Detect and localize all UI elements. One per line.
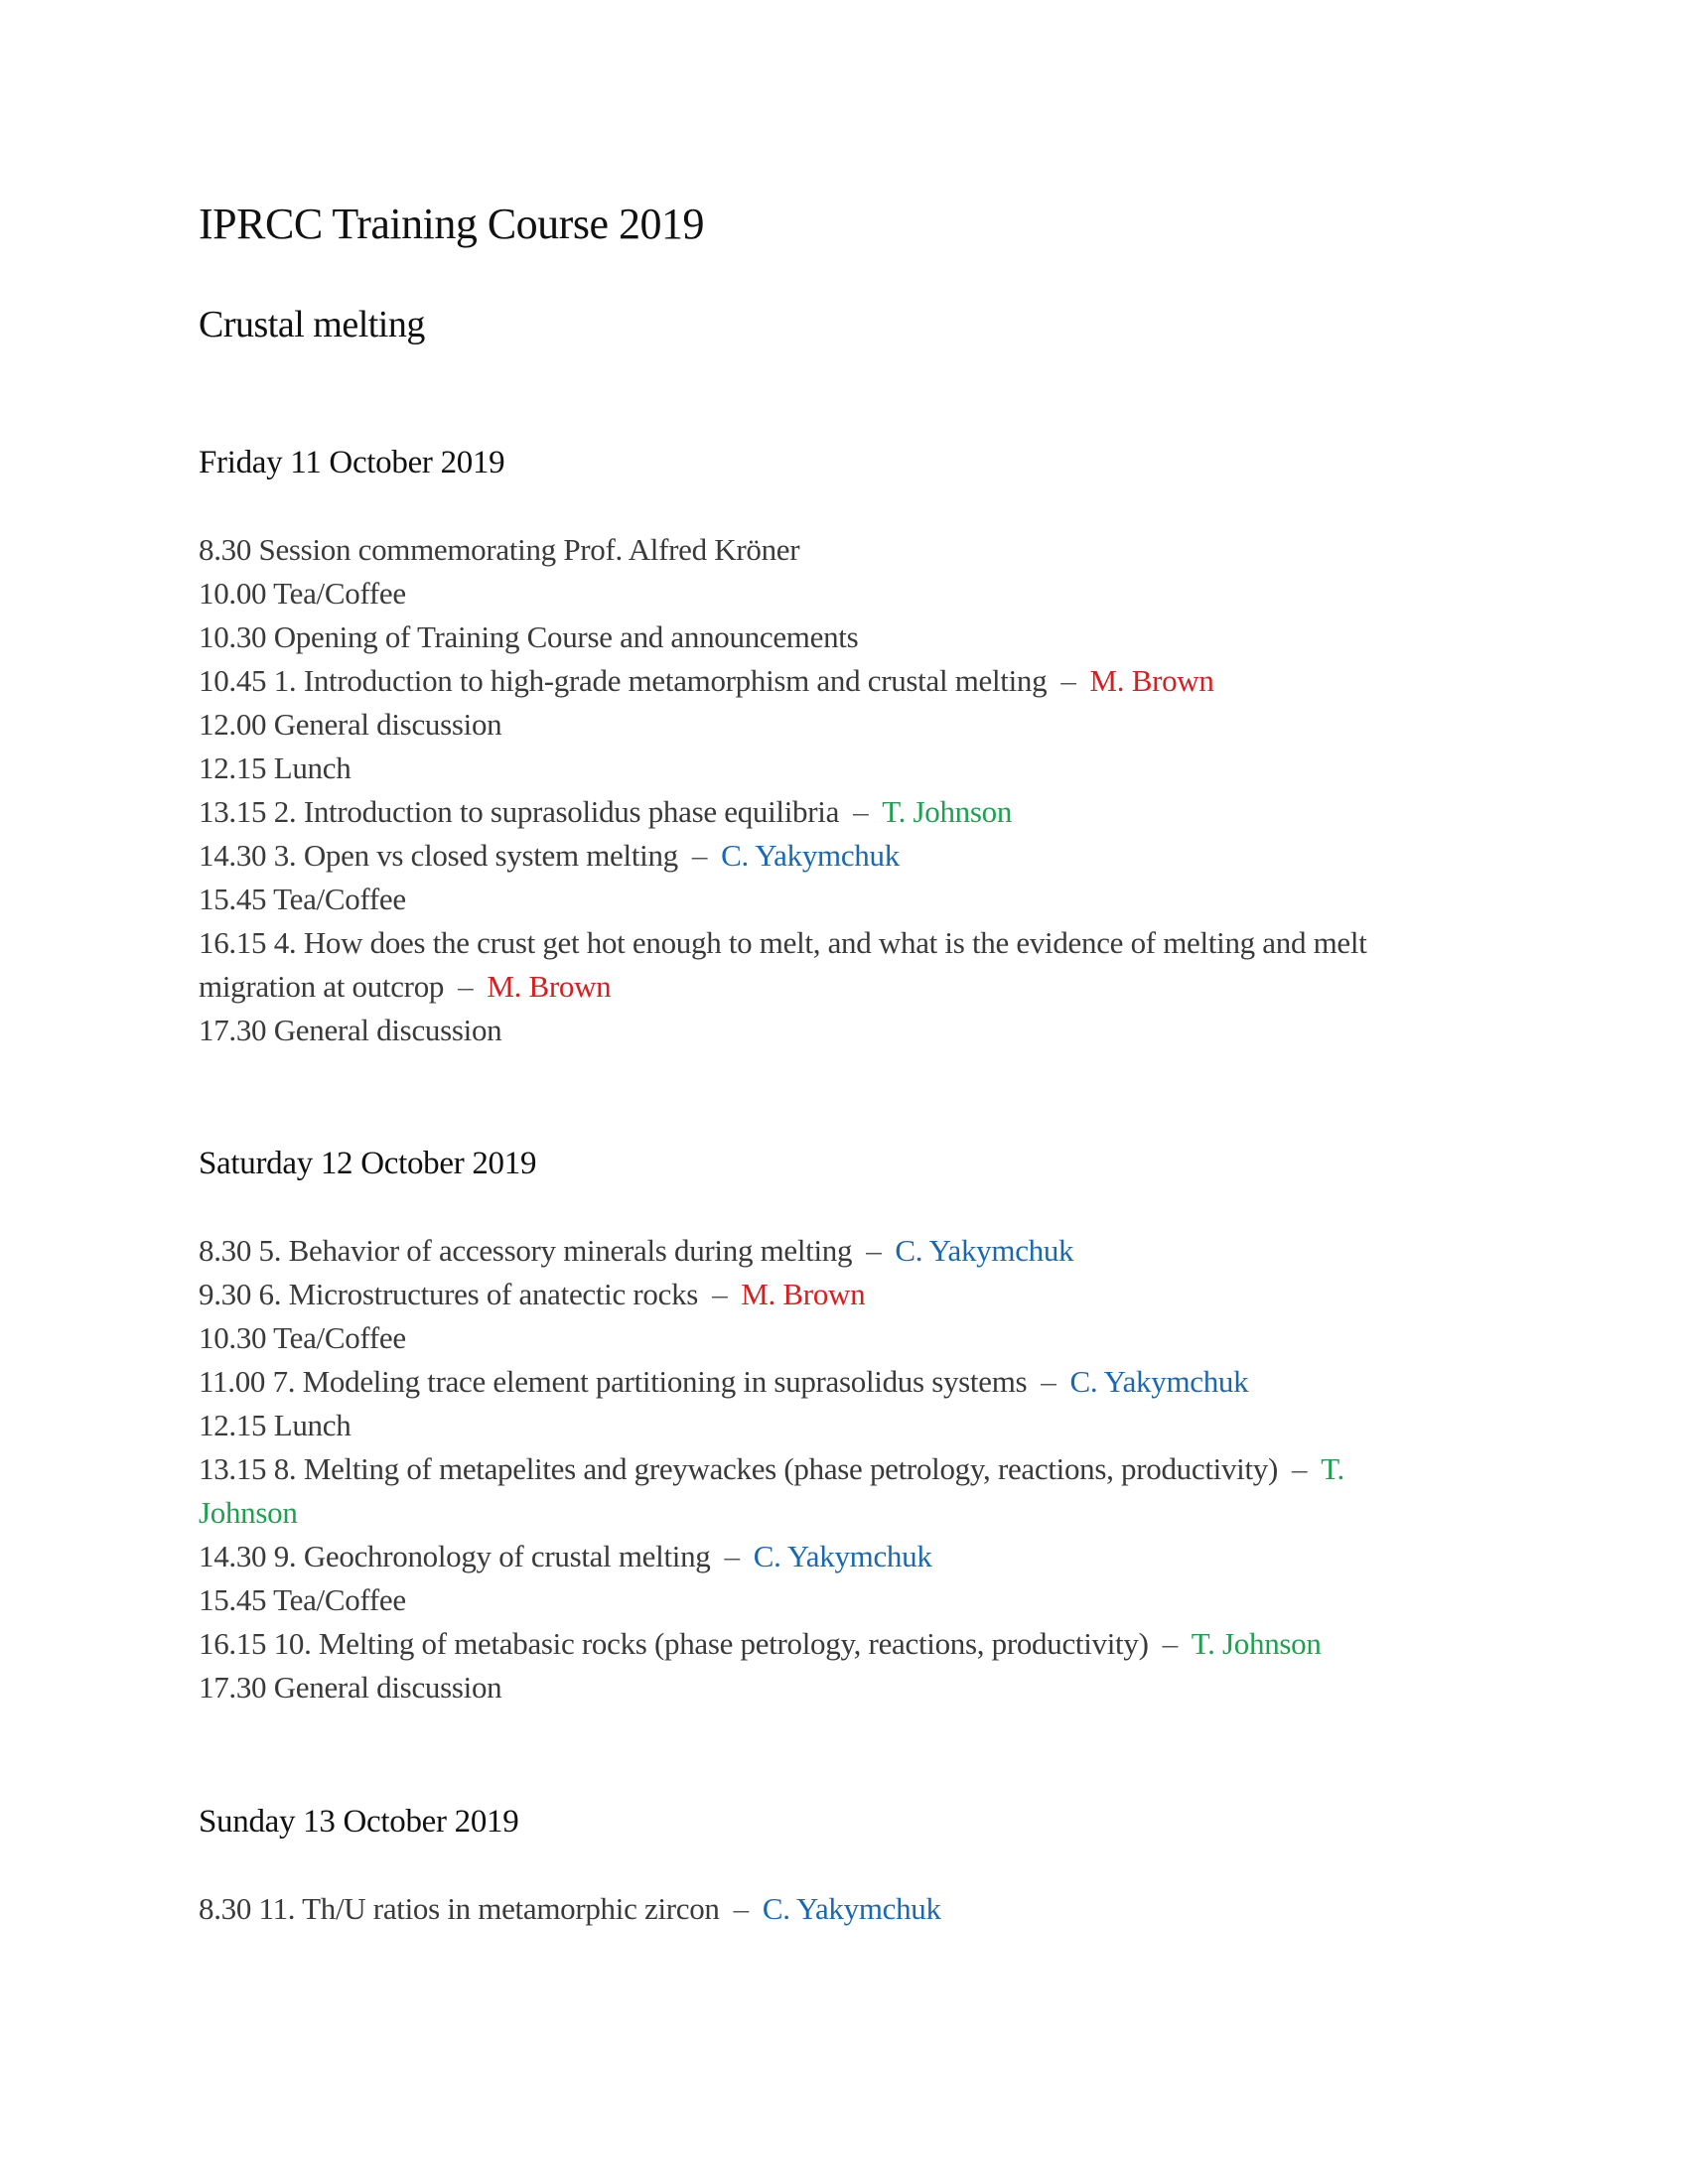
item-speaker: C. Yakymchuk [753,1539,932,1573]
schedule-item [199,921,1450,1009]
schedule-item [199,1316,1450,1360]
item-speaker: C. Yakymchuk [762,1891,941,1926]
item-speaker: T. Johnson [1191,1626,1322,1661]
item-title: 8. Melting of metapelites and greywackes (phase petrology, reactions, productivity) [273,1451,1278,1486]
item-time: 17.30 [199,1670,267,1705]
schedule-item [199,572,1450,615]
page-title: IPRCC Training Course 2019 [199,200,704,248]
item-time: 13.15 [199,794,267,829]
schedule-item [199,1622,1450,1666]
schedule-item [199,1447,1450,1535]
day-friday [199,441,1489,1052]
item-speaker: T. Johnson [199,1451,1344,1530]
item-title: 10. Melting of metabasic rocks (phase petrology, reactions, productivity) [273,1626,1149,1661]
schedule-item [199,1229,1450,1273]
item-title: Lunch [273,751,352,785]
item-title: Tea/Coffee [273,576,406,611]
schedule-list [199,1229,1489,1709]
item-title: 3. Open vs closed system melting [273,838,678,873]
item-title: 7. Modeling trace element partitioning in suprasolidus systems [272,1364,1028,1399]
dash-separator: – [1041,1364,1056,1399]
schedule-item [199,878,1450,921]
dash-separator: – [724,1539,740,1573]
item-time: 10.30 [199,619,267,654]
item-title: General discussion [273,1670,502,1705]
item-time: 11.00 [199,1364,266,1399]
item-speaker: T. Johnson [882,794,1013,829]
item-time: 12.15 [199,1408,267,1442]
dash-separator: – [733,1891,749,1926]
item-title: Opening of Training Course and announcements [273,619,859,654]
item-time: 14.30 [199,1539,267,1573]
item-speaker: M. Brown [1089,663,1214,698]
item-time: 9.30 [199,1277,252,1311]
item-time: 10.30 [199,1320,267,1355]
dash-separator: – [1162,1626,1178,1661]
item-title: Tea/Coffee [273,882,406,916]
item-speaker: C. Yakymchuk [895,1233,1074,1268]
item-time: 15.45 [199,1582,267,1617]
schedule-item [199,659,1450,703]
item-time: 16.15 [199,925,267,960]
item-speaker: C. Yakymchuk [721,838,900,873]
schedule-item [199,1578,1450,1622]
item-title: General discussion [273,1013,502,1047]
item-time: 16.15 [199,1626,267,1661]
schedule-item [199,1666,1450,1709]
schedule-item [199,528,1450,572]
day-sunday [199,1800,1489,1931]
schedule-item [199,790,1450,834]
item-time: 12.00 [199,707,267,742]
item-title: 9. Geochronology of crustal melting [273,1539,711,1573]
dash-separator: – [1060,663,1076,698]
item-time: 13.15 [199,1451,267,1486]
item-speaker: M. Brown [487,969,612,1004]
schedule-item [199,834,1450,878]
item-title: Lunch [273,1408,352,1442]
item-title: Session commemorating Prof. Alfred Kröner [258,532,800,567]
schedule-list [199,1887,1489,1931]
item-title: Tea/Coffee [273,1320,406,1355]
schedule-item [199,615,1450,659]
item-title: 2. Introduction to suprasolidus phase equilibria [273,794,840,829]
dash-separator: – [458,969,474,1004]
item-title: 11. Th/U ratios in metamorphic zircon [258,1891,720,1926]
item-time: 8.30 [199,532,252,567]
item-title: 1. Introduction to high-grade metamorphism and crustal melting [273,663,1048,698]
dash-separator: – [1292,1451,1308,1486]
item-time: 8.30 [199,1233,252,1268]
day-saturday [199,1142,1489,1709]
day-heading: Sunday 13 October 2019 [199,1804,519,1840]
schedule-list [199,528,1489,1052]
schedule-item [199,1273,1450,1316]
dash-separator: – [691,838,708,873]
item-speaker: C. Yakymchuk [1069,1364,1249,1399]
item-time: 17.30 [199,1013,267,1047]
page-subtitle: Crustal melting [199,304,425,345]
schedule-item [199,1535,1450,1578]
item-title: 6. Microstructures of anatectic rocks [258,1277,699,1311]
item-time: 12.15 [199,751,267,785]
schedule-item [199,1887,1450,1931]
dash-separator: – [866,1233,882,1268]
day-heading: Saturday 12 October 2019 [199,1146,537,1181]
day-heading: Friday 11 October 2019 [199,445,505,480]
item-title: Tea/Coffee [273,1582,406,1617]
item-title: 4. How does the crust get hot enough to melt, and what is the evidence of melting and melt migration at outcrop [199,925,1367,1004]
dash-separator: – [853,794,869,829]
item-title: 5. Behavior of accessory minerals during melting [258,1233,853,1268]
schedule-item [199,1009,1450,1052]
schedule-item [199,1404,1450,1447]
schedule-item [199,747,1450,790]
item-time: 14.30 [199,838,267,873]
dash-separator: – [712,1277,728,1311]
item-speaker: M. Brown [741,1277,866,1311]
schedule-item [199,703,1450,747]
item-time: 10.45 [199,663,267,698]
item-time: 15.45 [199,882,267,916]
item-title: General discussion [273,707,502,742]
item-time: 10.00 [199,576,267,611]
schedule-item [199,1360,1450,1404]
item-time: 8.30 [199,1891,252,1926]
